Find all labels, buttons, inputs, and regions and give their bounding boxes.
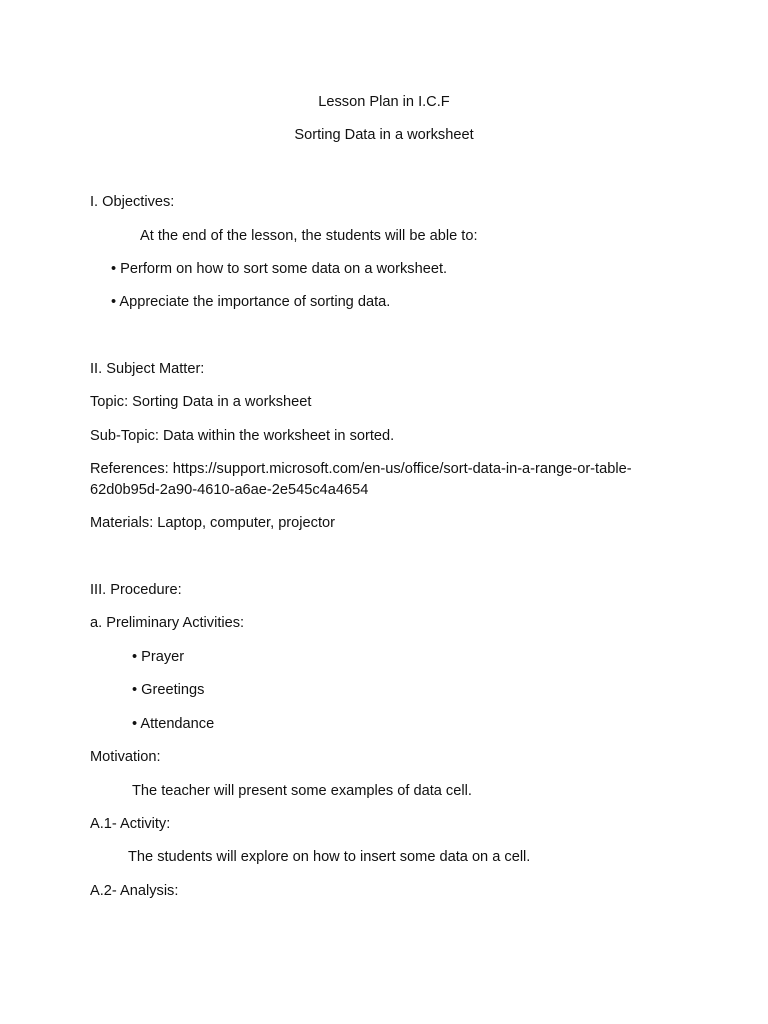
motivation-text: The teacher will present some examples of data cell. [132, 783, 472, 799]
subtopic-line: Sub-Topic: Data within the worksheet in sorted. [90, 428, 395, 444]
preliminary-item: • Greetings [132, 682, 205, 698]
activity-text: The students will explore on how to insert some data on a cell. [128, 849, 531, 865]
preliminary-item: • Attendance [132, 716, 215, 732]
topic-line: Topic: Sorting Data in a worksheet [90, 394, 312, 410]
references-line: References: https://support.microsoft.com/en-us/office/sort-data-in-a-range-or-table-62d0b95d-2a90-4610-a6ae-2e545c4a4654 [90, 461, 632, 498]
document-title: Lesson Plan in I.C.F [318, 94, 450, 110]
activity-heading: A.1- Activity: [90, 816, 171, 832]
preliminary-item: • Prayer [132, 649, 185, 665]
motivation-heading: Motivation: [90, 749, 161, 765]
preliminary-heading: a. Preliminary Activities: [90, 615, 245, 631]
subject-matter-heading: II. Subject Matter: [90, 361, 205, 377]
procedure-heading: III. Procedure: [90, 582, 182, 598]
materials-line: Materials: Laptop, computer, projector [90, 515, 335, 531]
objective-item: • Appreciate the importance of sorting data. [111, 294, 391, 310]
objectives-heading: I. Objectives: [90, 194, 175, 210]
document-subtitle: Sorting Data in a worksheet [294, 127, 474, 143]
objective-item: • Perform on how to sort some data on a worksheet. [111, 261, 448, 277]
analysis-heading: A.2- Analysis: [90, 883, 179, 899]
objectives-intro: At the end of the lesson, the students will be able to: [140, 228, 478, 244]
